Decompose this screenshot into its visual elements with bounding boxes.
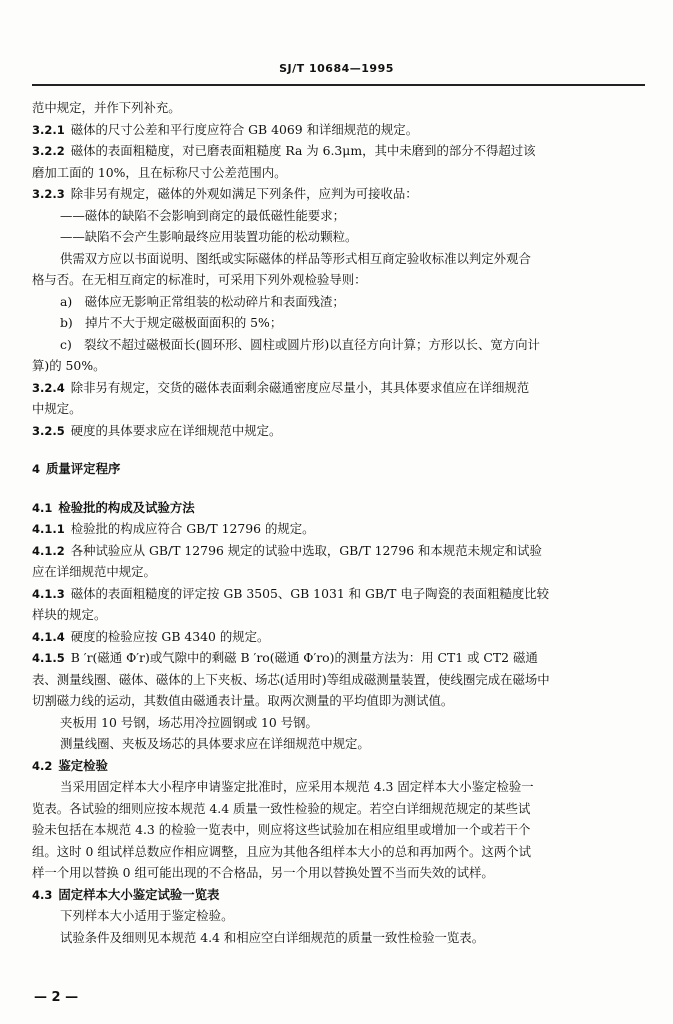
text-line [32, 355, 645, 377]
clause-number: 3.2.1 [32, 122, 65, 137]
line-text: 夹板用 10 号钢，场芯用冷拉圆钢或 10 号钢。 [60, 714, 318, 730]
text-line [32, 312, 645, 334]
clause-line [32, 497, 645, 519]
line-text: a) 磁体应无影响正常组装的松动碎片和表面残渣； [60, 293, 345, 309]
line-text: B ′r(磁通 Φ′r)或气隙中的剩磁 B ′ro(磁通 Φ′ro)的测量方法为：用 CT1 或 CT2 磁通 [70, 650, 538, 665]
header-rule [32, 84, 645, 86]
line-text: 磁体的表面粗糙度的评定按 GB 3505、GB 1031 和 GB/T 电子陶瓷的表面粗糙度比较 [70, 585, 550, 601]
clause-line [32, 626, 645, 648]
text-line [32, 269, 645, 291]
line-text: 磨加工面的 10%，且在标称尺寸公差范围内。 [32, 164, 287, 180]
text-line [32, 398, 645, 420]
line-text: 范中规定，并作下列补充。 [32, 100, 181, 115]
line-text: ——磁体的缺陷不会影响到商定的最低磁性能要求； [60, 207, 345, 223]
text-line [32, 205, 645, 227]
line-text: 硬度的检验应按 GB 4340 的规定。 [70, 628, 270, 644]
clause-number: 4.1.4 [32, 629, 65, 644]
line-text: 供需双方应以书面说明、图纸或实际磁体的样品等形式相互商定验收标准以判定外观合 [60, 250, 531, 266]
clause-number: 3.2.3 [32, 187, 65, 201]
paragraph-gap [32, 441, 645, 458]
text-line [32, 862, 645, 884]
text-line [32, 776, 645, 798]
clause-line [32, 119, 645, 141]
text-line [32, 604, 645, 626]
paragraph-gap [32, 480, 645, 497]
clause-line [32, 183, 645, 205]
line-text: 检验批的构成及试验方法 [58, 499, 195, 515]
text-line [32, 334, 645, 356]
line-text: 除非另有规定，磁体的外观如满足下列条件，应判为可接收品： [70, 186, 418, 201]
line-text: b) 掉片不大于规定磁极面面积的 5%； [60, 315, 283, 330]
text-line [32, 291, 645, 313]
line-text: 切割磁力线的运动，其数值由磁通表计量。取两次测量的平均值即为测试值。 [32, 693, 454, 708]
clause-number: 4.1.2 [32, 543, 65, 558]
line-text: 检验批的构成应符合 GB/T 12796 的规定。 [70, 521, 315, 536]
line-text: 磁体的尺寸公差和平行度应符合 GB 4069 和详细规范的规定。 [70, 121, 419, 137]
clause-number: 3.2.5 [32, 423, 65, 438]
clause-number: 4.1.3 [32, 586, 65, 601]
line-text: ——缺陷不会产生影响最终应用装置功能的松动颗粒。 [60, 229, 358, 244]
line-text: 样块的规定。 [32, 607, 107, 622]
line-text: 测量线圈、夹板及场芯的具体要求应在详细规范中规定。 [60, 736, 370, 751]
line-text: 应在详细规范中规定。 [32, 564, 156, 579]
clause-number: 4.1 [32, 500, 53, 515]
clause-number: 3.2.4 [32, 380, 65, 395]
line-text: 鉴定检验 [58, 757, 108, 773]
line-text: 验未包括在本规范 4.3 的检验一览表中，则应将这些试验加在相应组里或增加一个或若干个 [32, 822, 531, 837]
clause-number: 4.2 [32, 758, 53, 773]
line-text: 中规定。 [32, 401, 82, 416]
clause-line [32, 540, 645, 562]
line-text: c) 裂纹不超过磁极面长(圆环形、圆柱或圆片形)以直径方向计算；方形以长、宽方向计 [60, 336, 540, 352]
clause-line [32, 583, 645, 605]
clause-line [32, 377, 645, 399]
line-text: 磁体的表面粗糙度，对已磨表面粗糙度 Ra 为 6.3μm，其中未磨到的部分不得超过该 [70, 143, 536, 158]
line-text: 试验条件及细则见本规范 4.4 和相应空白详细规范的质量一致性检验一览表。 [60, 929, 485, 945]
line-text: 除非另有规定，交货的磁体表面剩余磁通密度应尽量小，其具体要求值应在详细规范 [70, 379, 530, 395]
line-text: 固定样本大小鉴定试验一览表 [58, 886, 220, 902]
text-line [32, 733, 645, 755]
text-line [32, 226, 645, 248]
text-line [32, 905, 645, 927]
clause-number: 4.1.5 [32, 651, 65, 665]
text-line [32, 690, 645, 712]
clause-number: 4.3 [32, 887, 53, 902]
text-line [32, 162, 645, 184]
text-line [32, 97, 645, 119]
page-number: — 2 — [34, 990, 79, 1005]
line-text: 各种试验应从 GB/T 12796 规定的试验中选取，GB/T 12796 和本规范未规定和试验 [70, 542, 542, 558]
line-text: 组。这时 0 组试样总数应作相应调整，且应为其他各组样本大小的总和再加两个。这两个试 [32, 843, 531, 859]
clause-line [32, 458, 645, 480]
line-text: 表、测量线圈、磁体、磁体的上下夹板、场芯(适用时)等组成磁测量装置，使线圈完成在磁场中 [32, 671, 550, 687]
clause-line [32, 420, 645, 442]
text-line [32, 927, 645, 949]
clause-number: 4 [32, 462, 41, 476]
clause-line [32, 884, 645, 906]
text-line [32, 712, 645, 734]
line-text: 硬度的具体要求应在详细规范中规定。 [70, 422, 282, 438]
line-text: 下列样本大小适用于鉴定检验。 [60, 908, 234, 923]
clause-line [32, 518, 645, 540]
clause-number: 3.2.2 [32, 144, 65, 158]
text-line [32, 841, 645, 863]
running-header: SJ/T 10684—1995 [279, 62, 394, 75]
clause-line [32, 755, 645, 777]
line-text: 样一个用以替换 0 组可能出现的不合格品，另一个用以替换处置不当而失效的试样。 [32, 865, 494, 880]
line-text: 览表。各试验的细则应按本规范 4.4 质量一致性检验的规定。若空白详细规范规定的某些试 [32, 800, 531, 816]
text-line [32, 561, 645, 583]
line-text: 算)的 50%。 [32, 358, 106, 373]
text-line [32, 798, 645, 820]
line-text: 当采用固定样本大小程序申请鉴定批准时，应采用本规范 4.3 固定样本大小鉴定检验一 [60, 779, 534, 794]
text-line [32, 248, 645, 270]
text-line [32, 819, 645, 841]
page-body [32, 97, 645, 948]
line-text: 质量评定程序 [46, 461, 121, 476]
clause-line [32, 647, 645, 669]
line-text: 格与否。在无相互商定的标准时，可采用下列外观检验导则： [32, 272, 367, 287]
clause-line [32, 140, 645, 162]
clause-number: 4.1.1 [32, 522, 65, 536]
text-line [32, 669, 645, 691]
